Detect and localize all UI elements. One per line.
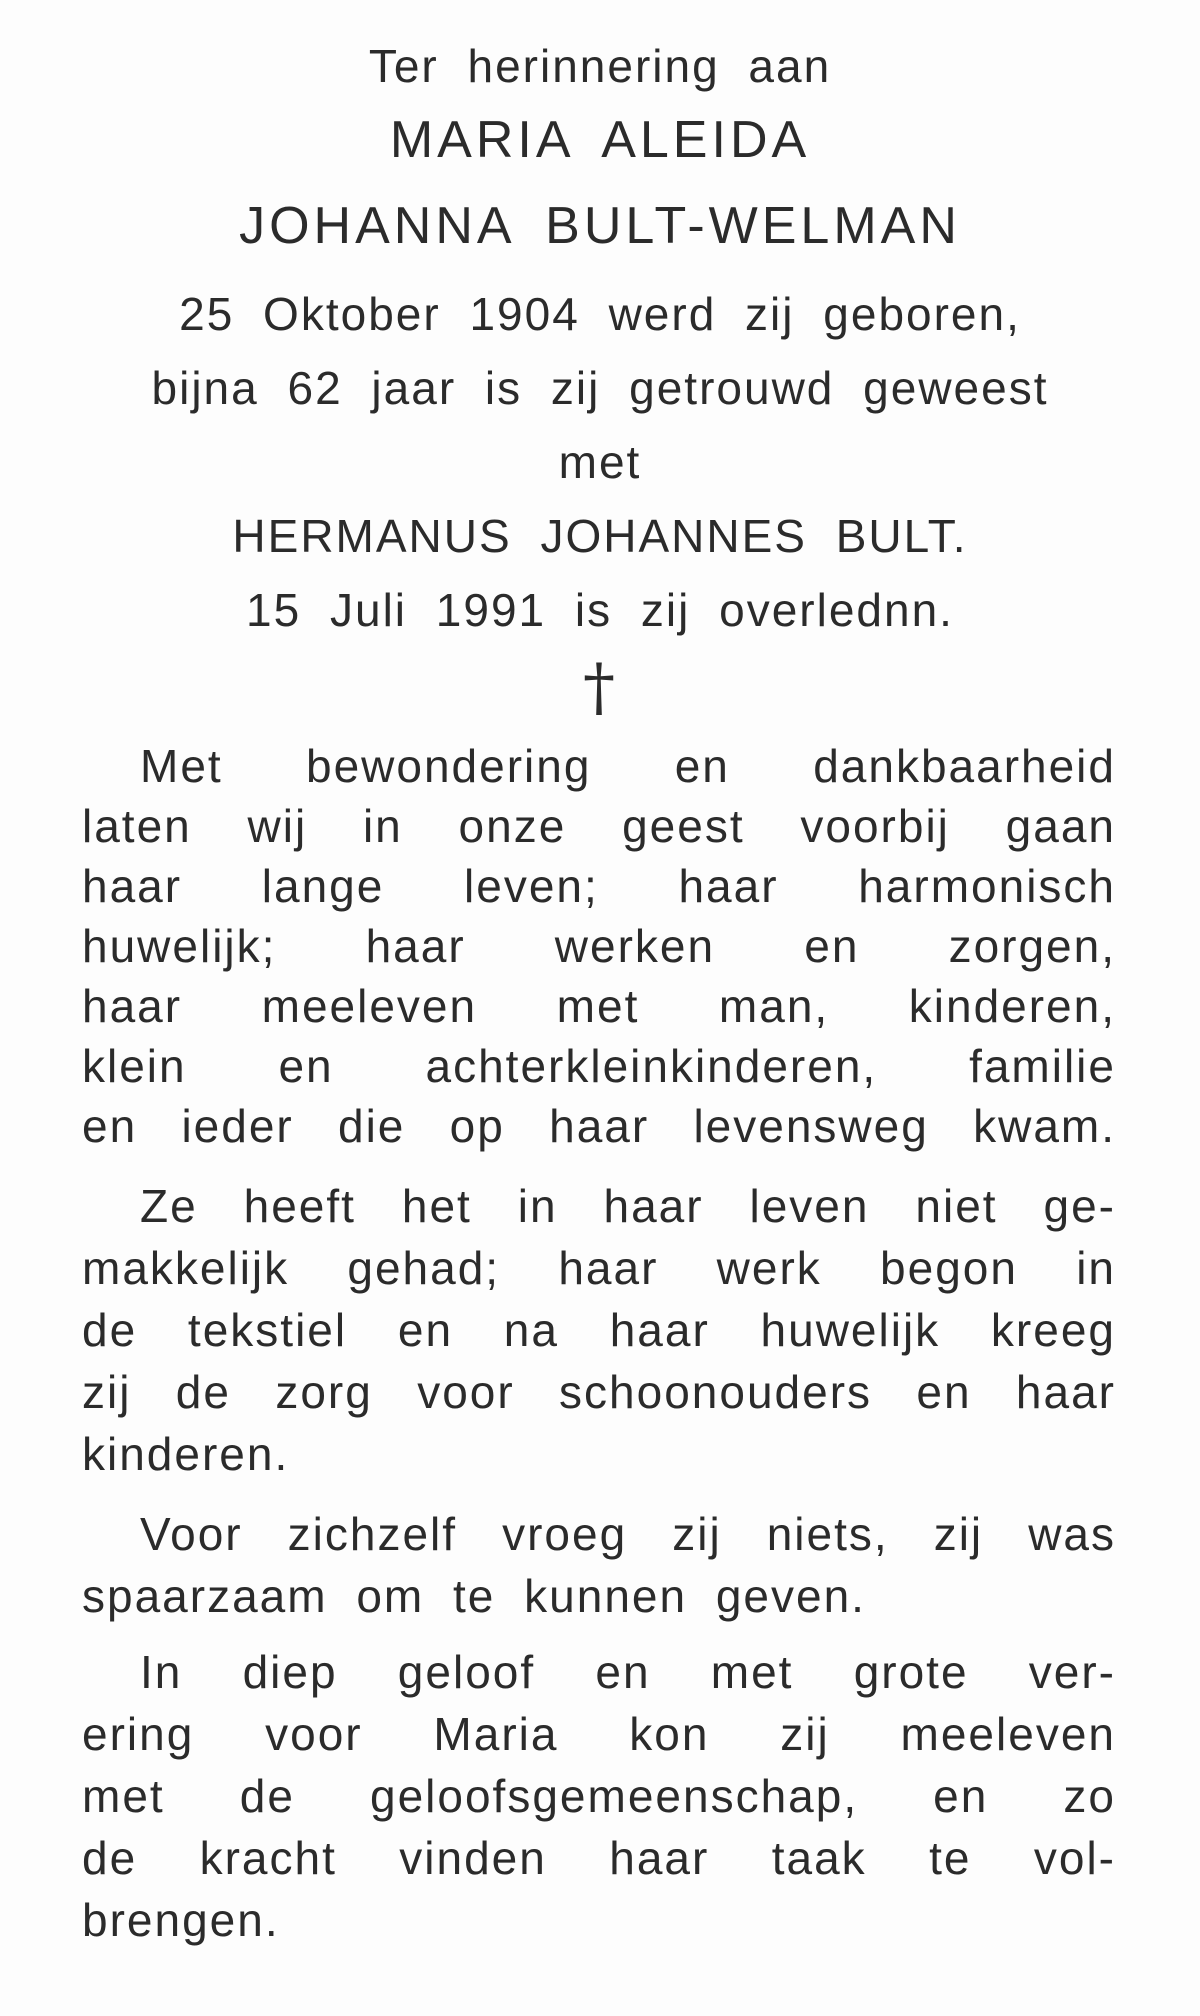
paragraph-1-line-7: en ieder die op haar levensweg kwam. [82, 1100, 1116, 1152]
paragraph-3-line-1: Voor zichzelf vroeg zij niets, zij was [140, 1508, 1116, 1560]
deceased-name-line-1: MARIA ALEIDA [389, 111, 811, 169]
deceased-name-line-2: JOHANNA BULT-WELMAN [239, 197, 961, 255]
spouse-name-line: HERMANUS JOHANNES BULT. [232, 510, 968, 562]
paragraph-2-line-3: de tekstiel en na haar huwelijk kreeg [82, 1304, 1116, 1356]
paragraph-4-line-2: ering voor Maria kon zij meeleven [82, 1708, 1116, 1760]
paragraph-2-line-5: kinderen. [82, 1428, 290, 1480]
paragraph-2-line-1: Ze heeft het in haar leven niet ge- [140, 1180, 1116, 1232]
marriage-line: bijna 62 jaar is zij getrouwd geweest [151, 362, 1049, 414]
birth-line: 25 Oktober 1904 werd zij geboren, [179, 288, 1021, 340]
paragraph-1-line-2: laten wij in onze geest voorbij gaan [82, 800, 1116, 852]
paragraph-2-line-2: makkelijk gehad; haar werk begon in [82, 1242, 1116, 1294]
death-line: 15 Juli 1991 is zij overlednn. [246, 584, 954, 636]
paragraph-3-line-2: spaarzaam om te kunnen geven. [82, 1570, 866, 1622]
met-line: met [558, 436, 642, 488]
paragraph-1-line-1: Met bewondering en dankbaarheid [140, 740, 1116, 792]
paragraph-2-line-4: zij de zorg voor schoonouders en haar [82, 1366, 1116, 1418]
paragraph-1-line-3: haar lange leven; haar harmonisch [82, 860, 1116, 912]
cross-icon: † [583, 651, 617, 725]
paragraph-4-line-1: In diep geloof en met grote ver- [140, 1646, 1116, 1698]
paragraph-1-line-5: haar meeleven met man, kinderen, [82, 980, 1116, 1032]
intro-line: Ter herinnering aan [368, 40, 832, 92]
paragraph-4-line-3: met de geloofsgemeenschap, en zo [82, 1770, 1116, 1822]
paragraph-4-line-4: de kracht vinden haar taak te vol- [82, 1832, 1116, 1884]
paragraph-1-line-6: klein en achterkleinkinderen, familie [82, 1040, 1116, 1092]
paragraph-4-line-5: brengen. [82, 1894, 280, 1946]
paragraph-1-line-4: huwelijk; haar werken en zorgen, [82, 920, 1116, 972]
